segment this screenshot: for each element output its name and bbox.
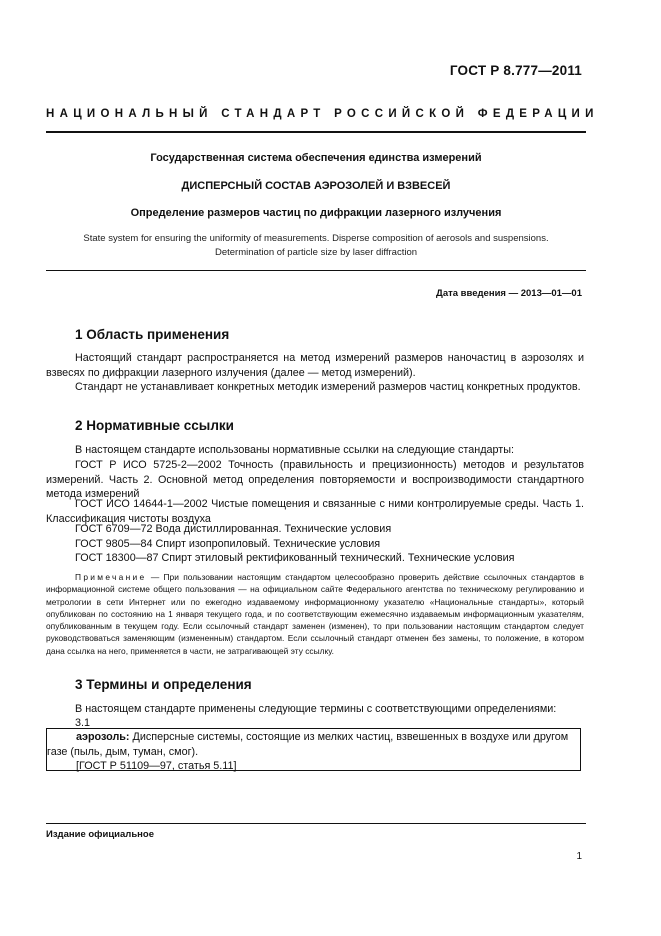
national-standard-banner: НАЦИОНАЛЬНЫЙ СТАНДАРТ РОССИЙСКОЙ ФЕДЕРАЦИИ [46, 108, 599, 120]
official-edition-label: Издание официальное [46, 829, 154, 840]
term-name: аэрозоль: [76, 731, 130, 743]
introduction-date: Дата введения — 2013—01—01 [436, 288, 582, 299]
term-source: [ГОСТ Р 51109—97, статья 5.11] [76, 760, 237, 772]
section2-intro: В настоящем стандарте использованы нормативные ссылки на следующие стандарты: [75, 444, 514, 456]
section3-intro: В настоящем стандарте применены следующие термины с соответствующими определениями: [75, 703, 557, 715]
section1-paragraph1: Настоящий стандарт распространяется на метод измерений размеров наночастиц в аэрозолях и взвесях по дифракции лазерного излучения (далее — метод измерений). [46, 352, 584, 379]
english-title [46, 232, 586, 260]
page-number: 1 [576, 851, 582, 862]
document-number: ГОСТ Р 8.777—2011 [449, 63, 582, 78]
reference-item: ГОСТ ИСО 14644-1—2002 Чистые помещения и связанные с ними контролируемые среды. Часть 1. Классификация чистоты воздуха [46, 498, 584, 525]
term-definition-box [46, 728, 581, 771]
footer-divider [46, 823, 586, 824]
term-definition [47, 730, 576, 759]
note-text: — При пользовании настоящим стандартом целесообразно проверить действие ссылочных стандартов в информационной системе общего пользования — на официальном сайте Федерального агентства по техническому регулированию и метрологии в сети Интернет или по ежегодно издаваемому информационному указателю «Национальные стандарты», который опубликован по состоянию на 1 января текущего года, и по соответствующим ежемесячно издаваемым информационным указателям, опубликованным в текущем году. Если ссылочный стандарт заменен (изменен), то при пользовании настоящим стандартом следует руководствоваться заменяющим (измененным) стандартом. Если ссылочный стандарт отменен без замены, то положение, в котором дана ссылка на него, применяется в части, не затрагивающей эту ссылку. [46, 572, 584, 656]
section1-paragraph2: Стандарт не устанавливает конкретных методик измерений размеров частиц конкретных продуктов. [75, 381, 581, 393]
reference-item: ГОСТ 18300—87 Спирт этиловый ректификованный технический. Технические условия [75, 552, 515, 564]
term-number: 3.1 [75, 717, 91, 729]
reference-note [46, 571, 584, 657]
system-title: Государственная система обеспечения единства измерений [150, 152, 482, 164]
title-divider [46, 270, 586, 271]
reference-item: ГОСТ 6709—72 Вода дистиллированная. Технические условия [75, 523, 392, 535]
reference-item: ГОСТ 9805—84 Спирт изопропиловый. Технические условия [75, 538, 381, 550]
english-title-line2: Determination of particle size by laser diffraction [214, 247, 418, 258]
section2-heading: 2 Нормативные ссылки [75, 418, 234, 433]
english-title-line1: State system for ensuring the uniformity of measurements. Disperse composition of aerosols and suspensions. [83, 233, 549, 244]
reference-item: ГОСТ Р ИСО 5725-2—2002 Точность (правильность и прецизионность) методов и результатов измерений. Часть 2. Основной метод определения повторяемости и воспроизводимости стандартного метода измерений [46, 459, 584, 500]
section3-heading: 3 Термины и определения [75, 677, 252, 692]
main-title: ДИСПЕРСНЫЙ СОСТАВ АЭРОЗОЛЕЙ И ВЗВЕСЕЙ [181, 180, 451, 192]
note-label: Примечание [75, 572, 147, 582]
term-text: Дисперсные системы, состоящие из мелких частиц, взвешенных в воздухе или другом газе (пыль, дым, туман, смог). [47, 731, 569, 758]
header-divider [46, 131, 586, 133]
section1-heading: 1 Область применения [75, 327, 230, 342]
sub-title: Определение размеров частиц по дифракции лазерного излучения [130, 207, 502, 219]
